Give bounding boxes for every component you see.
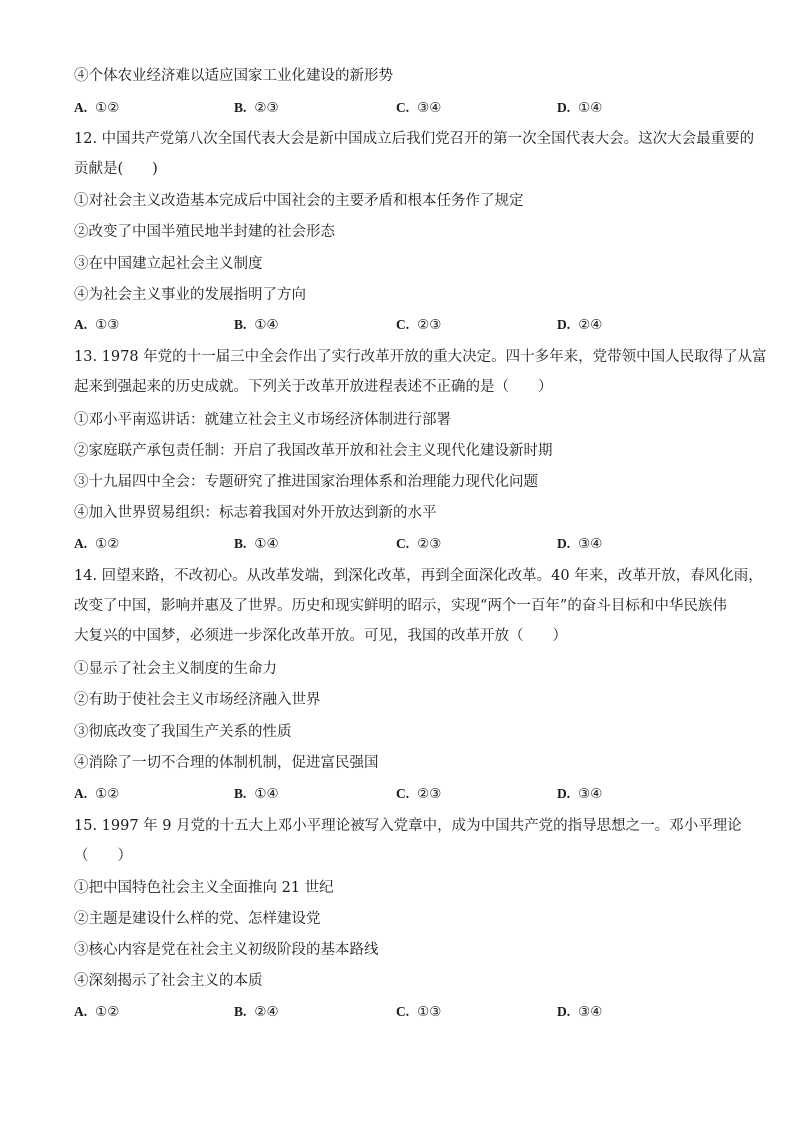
q15-option-a: A. ①② <box>74 1004 120 1020</box>
q12-option-d: D. ②④ <box>557 317 603 333</box>
q15-item-1: ①把中国特色社会主义全面推向 21 世纪 <box>74 880 334 896</box>
q12-option-c: C. ②③ <box>396 317 442 333</box>
q11-option-b: B. ②③ <box>234 100 279 116</box>
q15-item-3: ③核心内容是党在社会主义初级阶段的基本路线 <box>74 942 379 958</box>
q11-item-4: ④个体农业经济难以适应国家工业化建设的新形势 <box>74 68 393 84</box>
q11-option-a: A. ①② <box>74 100 120 116</box>
q15-stem-line-1: 15. 1997 年 9 月党的十五大上邓小平理论被写入党章中，成为中国共产党的指导思想之一。邓小平理论 <box>74 818 742 834</box>
q14-item-4: ④消除了一切不合理的体制机制，促进富民强国 <box>74 755 379 771</box>
q14-item-1: ①显示了社会主义制度的生命力 <box>74 661 277 677</box>
q14-stem-line-1: 14. 回望来路，不改初心。从改革发端，到深化改革，再到全面深化改革。40 年来，改革开放，春风化雨， <box>74 568 763 584</box>
q13-option-b: B. ①④ <box>234 536 279 552</box>
q13-item-1: ①邓小平南巡讲话：就建立社会主义市场经济体制进行部署 <box>74 412 451 428</box>
q14-option-c: C. ②③ <box>396 786 442 802</box>
q12-stem-line-2: 贡献是( ) <box>74 161 158 177</box>
q14-stem-line-3: 大复兴的中国梦，必须进一步深化改革开放。可见，我国的改革开放（ ） <box>74 628 567 644</box>
q15-item-2: ②主题是建设什么样的党、怎样建设党 <box>74 911 321 927</box>
q13-item-2: ②家庭联产承包责任制：开启了我国改革开放和社会主义现代化建设新时期 <box>74 443 553 459</box>
q15-option-b: B. ②④ <box>234 1004 279 1020</box>
q14-option-b: B. ①④ <box>234 786 279 802</box>
q14-option-d: D. ③④ <box>557 786 603 802</box>
q12-item-2: ②改变了中国半殖民地半封建的社会形态 <box>74 224 335 240</box>
q15-option-d: D. ③④ <box>557 1004 603 1020</box>
q15-stem-line-2: （ ） <box>74 848 132 864</box>
q12-stem-line-1: 12. 中国共产党第八次全国代表大会是新中国成立后我们党召开的第一次全国代表大会。这次大会最重要的 <box>74 131 755 147</box>
q11-option-d: D. ①④ <box>557 100 603 116</box>
q13-option-c: C. ②③ <box>396 536 442 552</box>
q13-option-d: D. ③④ <box>557 536 603 552</box>
q13-stem-line-1: 13. 1978 年党的十一届三中全会作出了实行改革开放的重大决定。四十多年来，党带领中国人民取得了从富 <box>74 349 767 365</box>
q11-option-c: C. ③④ <box>396 100 442 116</box>
q13-item-3: ③十九届四中全会：专题研究了推进国家治理体系和治理能力现代化问题 <box>74 474 538 490</box>
q13-stem-line-2: 起来到强起来的历史成就。下列关于改革开放进程表述不正确的是（ ） <box>74 379 553 395</box>
q13-option-a: A. ①② <box>74 536 120 552</box>
q15-item-4: ④深刻揭示了社会主义的本质 <box>74 973 263 989</box>
q14-stem-line-2: 改变了中国，影响并惠及了世界。历史和现实鲜明的昭示，实现“两个一百年”的奋斗目标和中华民族伟 <box>74 598 727 614</box>
q12-item-3: ③在中国建立起社会主义制度 <box>74 256 263 272</box>
q12-item-1: ①对社会主义改造基本完成后中国社会的主要矛盾和根本任务作了规定 <box>74 193 524 209</box>
q15-option-c: C. ①③ <box>396 1004 442 1020</box>
q14-item-3: ③彻底改变了我国生产关系的性质 <box>74 724 292 740</box>
q14-option-a: A. ①② <box>74 786 120 802</box>
q12-option-a: A. ①③ <box>74 317 120 333</box>
q14-item-2: ②有助于使社会主义市场经济融入世界 <box>74 692 321 708</box>
q13-item-4: ④加入世界贸易组织：标志着我国对外开放达到新的水平 <box>74 505 437 521</box>
q12-item-4: ④为社会主义事业的发展指明了方向 <box>74 287 306 303</box>
q12-option-b: B. ①④ <box>234 317 279 333</box>
